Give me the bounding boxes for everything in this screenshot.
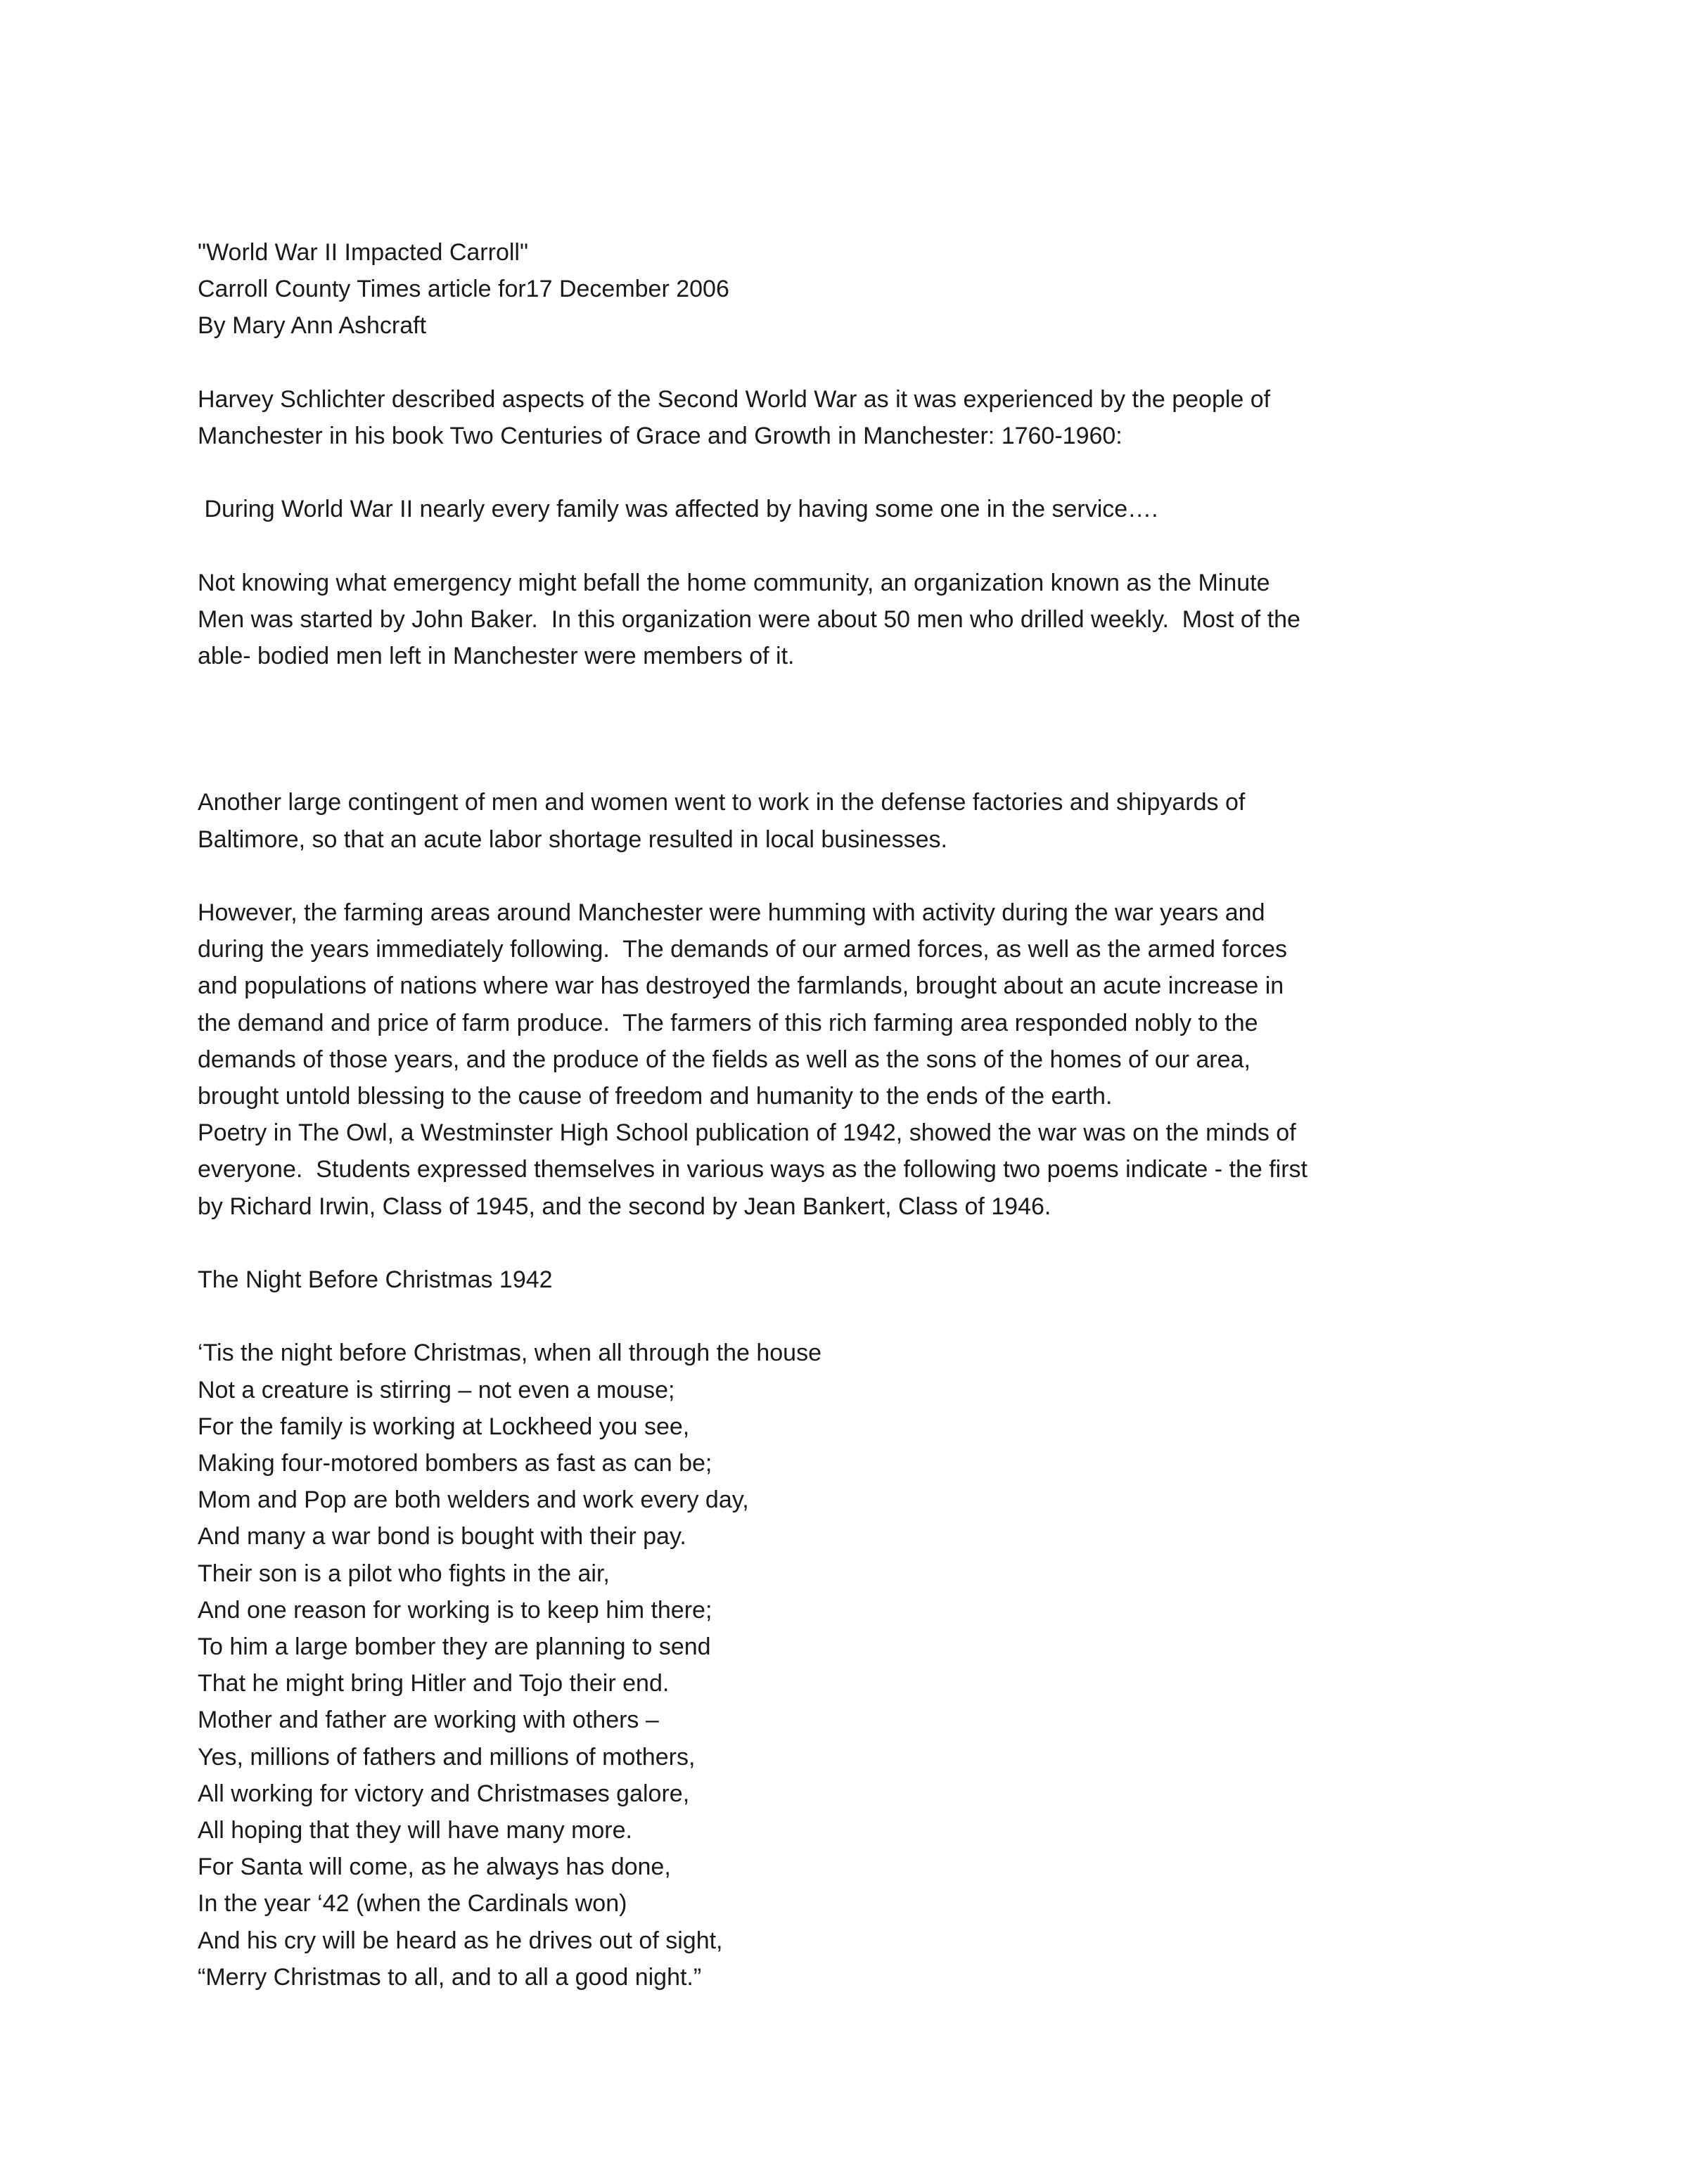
poem-line: And many a war bond is bought with their pay.: [198, 1523, 686, 1550]
poem-line: ‘Tis the night before Christmas, when all through the house: [198, 1340, 822, 1367]
poem: [198, 1335, 1534, 1996]
poem-line: All working for victory and Christmases galore,: [198, 1780, 690, 1807]
poem-line: “Merry Christmas to all, and to all a good night.”: [198, 1963, 702, 1991]
poem-line: For Santa will come, as he always has done,: [198, 1854, 671, 1881]
paragraph: [198, 784, 1534, 857]
text-line: Harvey Schlichter described aspects of the Second World War as it was experienced by the people of: [198, 385, 1271, 413]
text-line: by Richard Irwin, Class of 1945, and the second by Jean Bankert, Class of 1946.: [198, 1193, 1051, 1220]
paragraph: [198, 894, 1534, 1115]
paragraph: [198, 491, 1534, 527]
text-line: "World War II Impacted Carroll": [198, 239, 529, 266]
document-page: [198, 234, 1534, 1996]
text-line: During World War II nearly every family was affected by having some one in the service….: [198, 496, 1158, 523]
text-line: demands of those years, and the produce of the fields as well as the sons of the homes of our area,: [198, 1046, 1251, 1073]
poem-title: [198, 1261, 1534, 1298]
poem-line: In the year ‘42 (when the Cardinals won): [198, 1890, 627, 1918]
text-line: and populations of nations where war has destroyed the farmlands, brought about an acute increase in: [198, 972, 1284, 1000]
text-line: Not knowing what emergency might befall the home community, an organization known as the Minute: [198, 569, 1270, 596]
text-line: able- bodied men left in Manchester were members of it.: [198, 643, 795, 670]
text-line: the demand and price of farm produce. The farmers of this rich farming area responded nobly to the: [198, 1009, 1258, 1036]
text-line: The Night Before Christmas 1942: [198, 1266, 553, 1293]
text-line: everyone. Students expressed themselves in various ways as the following two poems indicate - the first: [198, 1156, 1307, 1183]
text-line: Manchester in his book Two Centuries of Grace and Growth in Manchester: 1760-1960:: [198, 423, 1123, 449]
text-line: Another large contingent of men and women went to work in the defense factories and shipyards of: [198, 789, 1246, 816]
poem-line: Yes, millions of fathers and millions of mothers,: [198, 1743, 696, 1771]
paragraph: [198, 381, 1534, 454]
text-line: Baltimore, so that an acute labor shortage resulted in local businesses.: [198, 826, 947, 853]
poem-line: Not a creature is stirring – not even a mouse;: [198, 1376, 675, 1403]
poem-line: All hoping that they will have many more.: [198, 1817, 632, 1844]
text-line: Men was started by John Baker. In this organization were about 50 men who drilled weekly. Most of the: [198, 605, 1300, 633]
poem-line: Mom and Pop are both welders and work every day,: [198, 1486, 749, 1514]
text-line: Carroll County Times article for17 December 2006: [198, 276, 729, 303]
paragraph: [198, 1115, 1534, 1225]
text-line: Poetry in The Owl, a Westminster High School publication of 1942, showed the war was on the minds of: [198, 1119, 1296, 1147]
paragraph: [198, 565, 1534, 675]
poem-line: That he might bring Hitler and Tojo their end.: [198, 1670, 670, 1697]
poem-line: Their son is a pilot who fights in the air,: [198, 1560, 610, 1587]
text-line: However, the farming areas around Manchester were humming with activity during the war years and: [198, 899, 1265, 926]
poem-line: Making four-motored bombers as fast as can be;: [198, 1450, 712, 1477]
poem-line: And one reason for working is to keep him there;: [198, 1596, 712, 1624]
text-line: during the years immediately following. The demands of our armed forces, as well as the armed forces: [198, 936, 1287, 963]
poem-line: And his cry will be heard as he drives out of sight,: [198, 1927, 723, 1954]
poem-line: Mother and father are working with others –: [198, 1707, 659, 1734]
text-line: By Mary Ann Ashcraft: [198, 312, 427, 340]
article-header: [198, 234, 1534, 345]
poem-line: To him a large bomber they are planning to send: [198, 1633, 711, 1661]
poem-line: For the family is working at Lockheed you see,: [198, 1413, 690, 1440]
text-line: brought untold blessing to the cause of freedom and humanity to the ends of the earth.: [198, 1083, 1113, 1110]
